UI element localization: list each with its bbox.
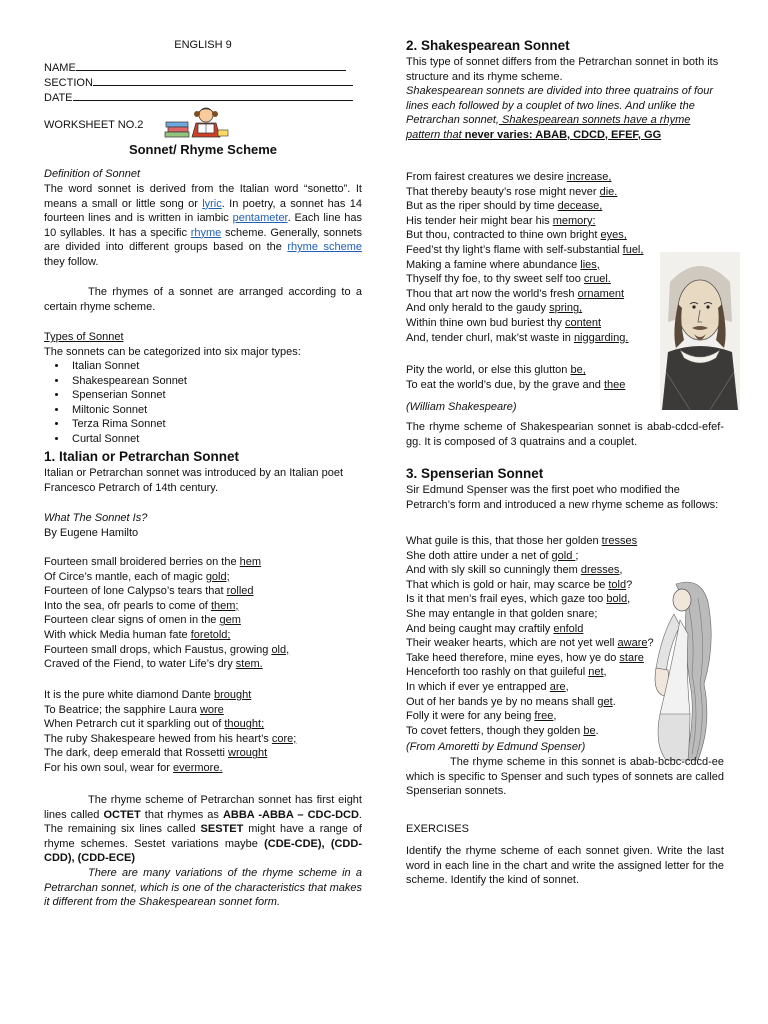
rhyme-word: tresses (601, 535, 638, 547)
rhyme-word: evermore. (173, 761, 223, 774)
exercises-instructions: Identify the rhyme scheme of each sonnet given. Write the last word in each line in the chart and write the assigned letter for the scheme. Identify the kind of sonnet. (406, 845, 724, 887)
rhyme-word: wore (199, 703, 224, 716)
list-item: • Shakespearean Sonnet (68, 374, 368, 389)
section-label: SECTION (44, 77, 93, 89)
italian-stanza-1 (44, 555, 362, 672)
poem-line: From fairest creatures we desire increase, (406, 171, 612, 183)
poem-line: Of Circe’s mantle, each of magic gold; (44, 570, 230, 583)
rhyme-scheme-link[interactable]: rhyme scheme (287, 241, 362, 254)
shakespearean-desc-text: Shakespearean sonnets are divided into three quatrains of four lines each followed by a couplet of two lines. And unlike the Petrarchan sonnet, (406, 85, 713, 127)
definition-paragraph-2: The rhymes of a sonnet are arranged according to a certain rhyme scheme. (44, 286, 362, 313)
poem-line: Fourteen small broidered berries on the hem (44, 556, 262, 568)
poem-line: Their weaker hearts, which are not yet well aware? (406, 637, 654, 650)
poem-line: But as the riper should by time decease, (406, 200, 603, 213)
shakespearean-summary: The rhyme scheme of Shakespearian sonnet is abab-cdcd-efef-gg. It is composed of 3 quatrains and a couplet. (406, 421, 724, 448)
poem-line: Craved of the Fiend, to water Life’s dry stem. (44, 658, 263, 671)
rhyme-word: increase, (566, 171, 612, 183)
rhyme-word: brought (213, 689, 252, 701)
rhyme-word: content (564, 316, 602, 329)
poem-line: But thou, contracted to thine own bright eyes, (406, 229, 627, 242)
rhyme-word: are (549, 680, 566, 693)
poem-line: She may entangle in that golden snare; (406, 607, 598, 620)
rhyme-word: get (597, 695, 613, 708)
date-label: DATE (44, 92, 73, 104)
poem-line: His tender heir might bear his memory: (406, 214, 596, 227)
rhyme-word: cruel. (583, 273, 611, 286)
poem-line: For his own soul, wear for evermore. (44, 761, 223, 774)
poem-line: Folly it were for any being free, (406, 710, 557, 723)
poem-line: To Beatrice; the sapphire Laura wore (44, 703, 224, 716)
rhyme-word: lies, (580, 258, 600, 271)
definition-text-4: scheme. Generally, sonnets are divided into different groups based on the (44, 226, 362, 254)
poem-line: That which is gold or hair, may scarce be told? (406, 578, 633, 591)
shakespearean-pattern: never varies: ABAB, CDCD, EFEF, GG (464, 128, 662, 141)
poem-line: Thou that art now the world’s fresh ornament (406, 287, 625, 300)
section-field[interactable] (44, 75, 362, 91)
pentameter-link[interactable]: pentameter (232, 212, 288, 225)
worksheet-title: Sonnet/ Rhyme Scheme (128, 142, 278, 157)
rhyme-word: wrought (228, 747, 268, 760)
worksheet-label: WORKSHEET NO.2 (44, 119, 144, 131)
shakespearean-description (406, 84, 724, 142)
shakespearean-desc-underlined: Shakespearean sonnets have a rhyme pattern that (406, 114, 691, 141)
definition-text-5: they follow. (44, 255, 99, 268)
octet-term: OCTET (103, 808, 141, 821)
octet-scheme: ABBA -ABBA – CDC-DCD (222, 808, 359, 821)
rhyme-word: thought; (224, 718, 265, 731)
poem-line: The dark, deep emerald that Rossetti wrought (44, 747, 268, 760)
rhyme-word: decease, (557, 200, 603, 213)
definition-text-1: The word sonnet is derived from the Italian word “sonetto”. It means a small or little song or (44, 183, 362, 210)
poem-line: Fourteen small drops, which Faustus, growing old, (44, 643, 290, 656)
rhyme-word: dresses (580, 564, 620, 577)
poem-line: Into the sea, ofr pearls to come of them; (44, 599, 239, 612)
name-field[interactable] (44, 60, 362, 76)
rhyme-word: hem (239, 556, 262, 568)
poem-line: It is the pure white diamond Dante brought (44, 689, 252, 701)
list-item: • Curtal Sonnet (68, 432, 368, 447)
definition-text-3: . Each line has 10 syllables. It has a specific (44, 212, 362, 239)
rhyme-word: fuel, (622, 243, 644, 256)
types-intro: The sonnets can be categorized into six major types: (44, 346, 301, 358)
lyric-link[interactable]: lyric (202, 197, 222, 210)
types-list (44, 359, 368, 447)
rhyme-word: enfold (553, 622, 584, 635)
shakespearean-heading: 2. Shakespearean Sonnet (406, 38, 570, 53)
rhyme-word: eyes, (600, 229, 627, 242)
exercises-heading: EXERCISES (406, 823, 469, 835)
list-item: • Italian Sonnet (68, 359, 368, 374)
rhyme-word: old, (271, 643, 290, 656)
poem-line: In which if ever ye entrapped are, (406, 680, 569, 693)
poem-line: Thyself thy foe, to thy sweet self too cruel. (406, 273, 611, 286)
italian-poem-author: By Eugene Hamilto (44, 527, 139, 539)
section-line[interactable] (93, 75, 353, 86)
definition-heading: Definition of Sonnet (44, 168, 141, 180)
poem-line: Feed’st thy light’s flame with self-substantial fuel, (406, 243, 644, 256)
poem-line: That thereby beauty’s rose might never die. (406, 185, 618, 198)
poem-line: Out of her bands ye by no means shall get. (406, 695, 616, 708)
poem-line: Take heed therefore, mine eyes, how ye do stare (406, 651, 644, 664)
rhyme-word: gem (219, 614, 241, 627)
list-item: • Miltonic Sonnet (68, 403, 368, 418)
rhyme-word: be, (570, 364, 586, 376)
poem-line: What guile is this, that those her golden tresses (406, 535, 638, 547)
rhyme-link[interactable]: rhyme (190, 226, 222, 239)
rhyme-word: stare (619, 651, 644, 664)
poem-line: Fourteen clear signs of omen in the gem (44, 614, 241, 627)
poem-line: Making a famine where abundance lies, (406, 258, 600, 271)
scheme-text: The rhyme scheme of Petrarchan sonnet has first eight lines called (44, 794, 362, 821)
rhyme-word: them; (210, 599, 239, 612)
poem-line: She doth attire under a net of gold ; (406, 549, 579, 562)
rhyme-word: memory: (552, 214, 596, 227)
rhyme-word: gold; (205, 570, 230, 583)
shakespeare-portrait-image (660, 252, 740, 410)
shakespeare-attribution: (William Shakespeare) (406, 401, 517, 413)
poem-line: And being caught may craftily enfold (406, 622, 584, 635)
italian-heading: 1. Italian or Petrarchan Sonnet (44, 449, 240, 464)
shakespearean-intro: This type of sonnet differs from the Petrarchan sonnet in both its structure and its rhyme scheme. (406, 56, 719, 83)
definition-paragraph (44, 182, 362, 270)
rhyme-word: net (588, 666, 604, 679)
rhyme-word: ornament (577, 287, 625, 300)
rhyme-word: stem. (235, 658, 263, 671)
sestet-term: SESTET (200, 823, 244, 836)
poem-line: When Petrarch cut it sparkling out of thought; (44, 718, 265, 731)
rhyme-word: core; (271, 732, 297, 745)
scheme-text: might have a range of rhyme schemes. Sestet variations maybe (44, 823, 362, 850)
poem-line: Is it that men’s frail eyes, which gaze too bold, (406, 593, 631, 606)
poem-line: Pity the world, or else this glutton be, (406, 364, 586, 376)
poem-line: Fourteen of lone Calypso’s tears that rolled (44, 585, 254, 598)
rhyme-word: niggarding. (573, 331, 629, 344)
rhyme-word: foretold; (190, 628, 231, 641)
scheme-text: . The remaining six lines called (44, 808, 362, 836)
poem-line: To covet fetters, though they golden be. (406, 724, 599, 737)
poem-line: And only herald to the gaudy spring, (406, 302, 583, 315)
poem-line: The ruby Shakespeare hewed from his heart’s core; (44, 732, 297, 745)
spenserian-summary: The rhyme scheme in this sonnet is abab-bcbc-cdcd-ee which is specific to Spenser and such types of sonnets are called Spenserian sonnets. (406, 756, 724, 798)
rhyme-word: spring, (549, 302, 583, 315)
scheme-text: that rhymes as (140, 808, 223, 821)
name-line[interactable] (76, 60, 346, 71)
reading-girl-illustration (162, 104, 230, 138)
rhyme-word: rolled (226, 585, 254, 598)
list-item: • Spenserian Sonnet (68, 388, 368, 403)
spenserian-intro: Sir Edmund Spenser was the first poet who modified the Petrarch’s form and introduced a new rhyme scheme as follows: (406, 484, 719, 511)
rhyme-word: told (608, 578, 627, 591)
spenserian-heading: 3. Spenserian Sonnet (406, 466, 544, 481)
sestet-variations: (CDE-CDE), (CDD-CDD), (CDD-ECE) (44, 837, 362, 865)
poem-line: With whick Media human fate foretold; (44, 628, 231, 641)
poem-line: Henceforth too rashly on that guileful net, (406, 666, 607, 679)
rhyme-word: thee (603, 378, 626, 391)
petrarchan-variation-note: There are many variations of the rhyme scheme in a Petrarchan sonnet, which is one of the characteristics that makes it different from the Shakespearean sonnet form. (44, 867, 362, 909)
rhyme-word: be (583, 724, 596, 737)
types-heading: Types of Sonnet (44, 331, 124, 343)
italian-intro: Italian or Petrarchan sonnet was introduced by an Italian poet Francesco Petrarch of 14th century. (44, 467, 344, 494)
poem-line: To eat the world’s due, by the grave and thee (406, 378, 626, 391)
rhyme-word: bold (606, 593, 628, 606)
italian-stanza-2 (44, 688, 362, 776)
rhyme-word: free (534, 710, 554, 723)
petrarchan-scheme-paragraph (44, 793, 362, 866)
poem-line: Within thine own bud buriest thy content (406, 316, 602, 329)
italian-poem-title: What The Sonnet Is? (44, 512, 148, 524)
spenser-attribution: (From Amoretti by Edmund Spenser) (406, 741, 586, 753)
poem-line: And with sly skill so cunningly them dresses, (406, 564, 623, 577)
rhyme-word: die. (599, 185, 618, 198)
name-label: NAME (44, 62, 76, 74)
date-line[interactable] (73, 90, 353, 101)
list-item: • Terza Rima Sonnet (68, 417, 368, 432)
poem-line: And, tender churl, mak’st waste in niggarding. (406, 331, 629, 344)
woman-long-hair-illustration (646, 574, 726, 764)
rhyme-word: aware (617, 637, 648, 650)
rhyme-word: gold (551, 549, 576, 562)
course-label: ENGLISH 9 (174, 39, 232, 51)
definition-text-2: . In poetry, a sonnet has 14 fourteen lines and is written in iambic (44, 197, 362, 225)
